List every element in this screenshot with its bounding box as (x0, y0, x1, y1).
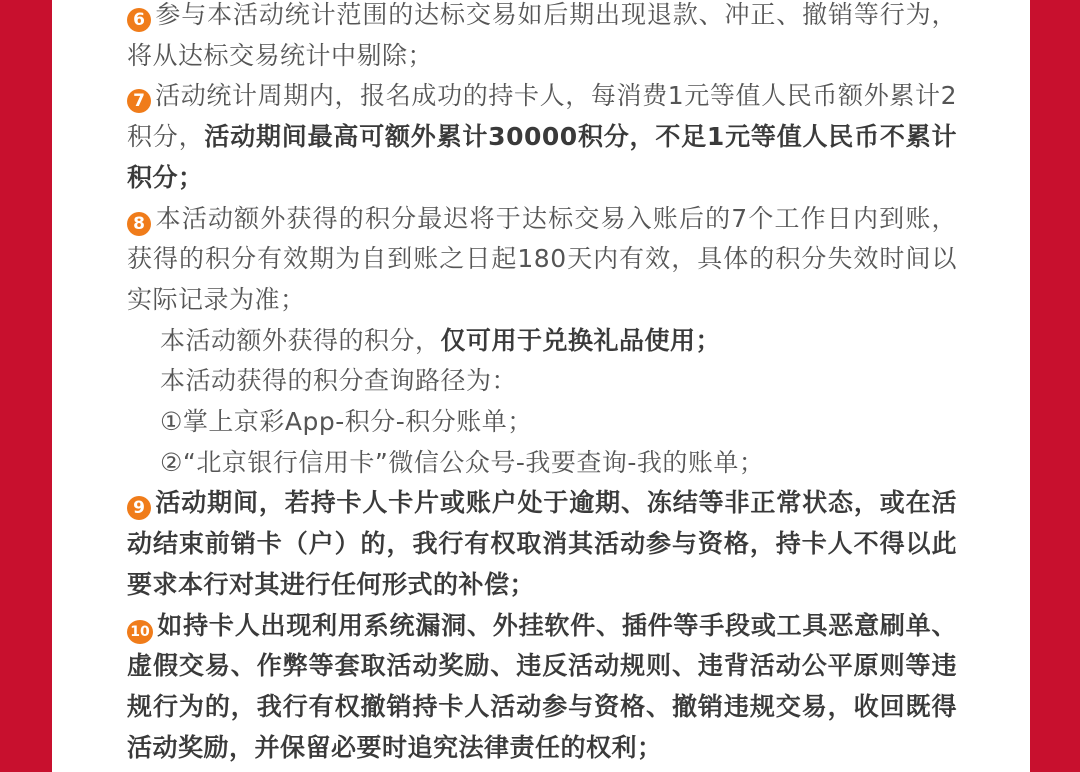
rule-item-10 (127, 606, 957, 769)
rule-10-bold-text: 如持卡人出现利用系统漏洞、外挂软件、插件等手段或工具恶意刷单、虚假交易、作弊等套取活动奖励、违反活动规则、违背活动公平原则等违规行为的，我行有权撤销持卡人活动参与资格、撤销违规交易，收回既得活动奖励，并保留必要时追究法律责任的权利； (127, 610, 957, 762)
rules-content (127, 0, 957, 768)
note-query-wechat: ②“北京银行信用卡”微信公众号-我要查询-我的账单； (160, 447, 765, 477)
number-badge-8: 8 (127, 212, 151, 236)
note-points-usage (127, 321, 957, 362)
rules-panel (52, 0, 1030, 772)
number-badge-10: 10 (127, 620, 153, 644)
number-badge-6: 6 (127, 8, 151, 32)
rule-item-6 (127, 0, 957, 76)
rule-7-text: 活动统计周期内，报名成功的持卡人，每消费1元等值人民币额外累计2积分， (127, 81, 957, 152)
rule-8-text: 本活动额外获得的积分最迟将于达标交易入账后的7个工作日内到账，获得的积分有效期为自到账之日起180天内有效，具体的积分失效时间以实际记录为准； (127, 203, 957, 314)
number-badge-7: 7 (127, 89, 151, 113)
note-query-app: ①掌上京彩App-积分-积分账单； (160, 407, 533, 437)
note-usage-text: 本活动额外获得的积分， (160, 325, 441, 355)
rule-item-7 (127, 76, 957, 198)
rule-9-lead: 活动期间， (155, 488, 285, 518)
note-usage-bold: 仅可用于兑换礼品使用； (440, 325, 722, 355)
rule-7-bold-text: 活动期间最高可额外累计30000积分，不足1元等值人民币不累计积分； (127, 122, 957, 192)
number-badge-9: 9 (127, 496, 151, 520)
rule-9-bold-text: 若持卡人卡片或账户处于逾期、冻结等非正常状态，或在活动结束前销卡（户）的，我行有权取消其活动参与资格，持卡人不得以此要求本行对其进行任何形式的补偿； (127, 488, 957, 599)
rule-6-text: 参与本活动统计范围的达标交易如后期出现退款、冲正、撤销等行为，将从达标交易统计中剔除； (127, 0, 957, 70)
rule-item-9 (127, 483, 957, 605)
note-query-path: 本活动获得的积分查询路径为： (160, 366, 518, 396)
rule-item-8 (127, 199, 957, 321)
